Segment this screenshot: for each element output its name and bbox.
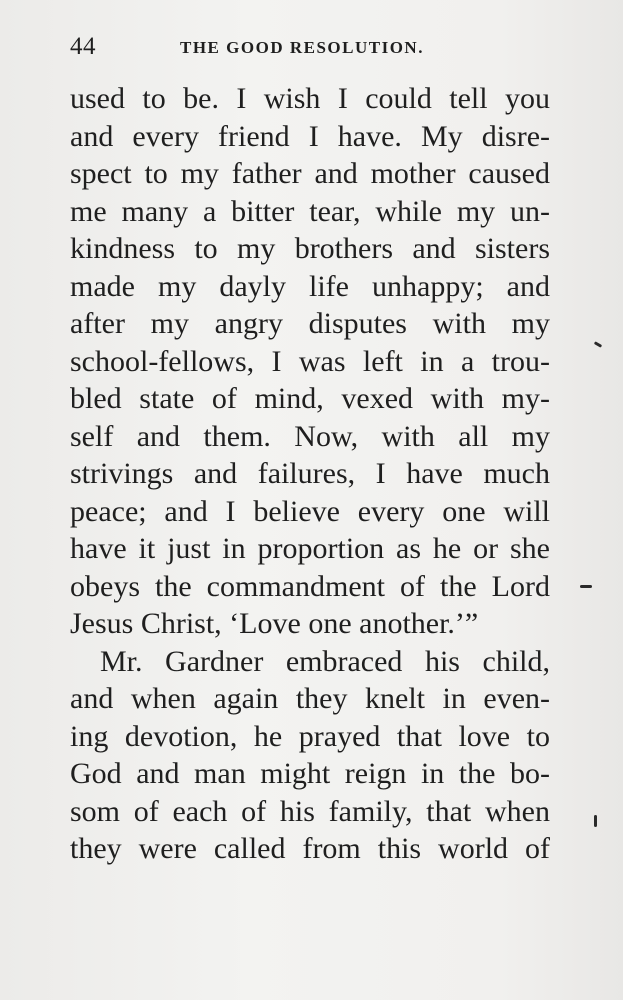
text-line: and every friend I have. My disre- — [70, 119, 550, 153]
text-line: God and man might reign in the bo- — [70, 757, 550, 790]
running-title: THE GOOD RESOLUTION. — [180, 38, 424, 57]
text-line: school-fellows, I was left in a trou- — [70, 344, 550, 378]
text-line: Mr. Gardner embraced his child, — [100, 644, 550, 678]
text-line: after my angry disputes with my — [70, 307, 550, 340]
margin-speck — [594, 341, 602, 348]
text-line: kindness to my brothers and sisters — [70, 232, 550, 265]
text-line: used to be. I wish I could tell you — [70, 82, 550, 115]
text-line: bled state of mind, vexed with my- — [70, 382, 550, 415]
text-line: ing devotion, he prayed that love to — [70, 719, 550, 753]
text-line: and when again they knelt in even- — [70, 682, 550, 715]
text-line: self and them. Now, with all my — [70, 419, 550, 453]
text-line: spect to my father and mother caused — [70, 157, 550, 190]
running-head — [70, 32, 545, 62]
text-line: made my dayly life unhappy; and — [70, 269, 550, 303]
text-line: som of each of his family, that when — [70, 794, 550, 828]
margin-speck — [594, 815, 597, 827]
text-line: obeys the commandment of the Lord — [70, 569, 550, 603]
text-line: have it just in proportion as he or she — [70, 532, 550, 565]
page-number: 44 — [70, 33, 96, 60]
text-line: strivings and failures, I have much — [70, 457, 550, 490]
text-line: me many a bitter tear, while my un- — [70, 194, 550, 228]
margin-speck — [580, 585, 592, 588]
text-line: they were called from this world of — [70, 832, 550, 865]
text-line: peace; and I believe every one will — [70, 494, 550, 528]
text-line: Jesus Christ, ‘Love one another.’” — [70, 607, 479, 640]
body-text — [70, 80, 550, 868]
